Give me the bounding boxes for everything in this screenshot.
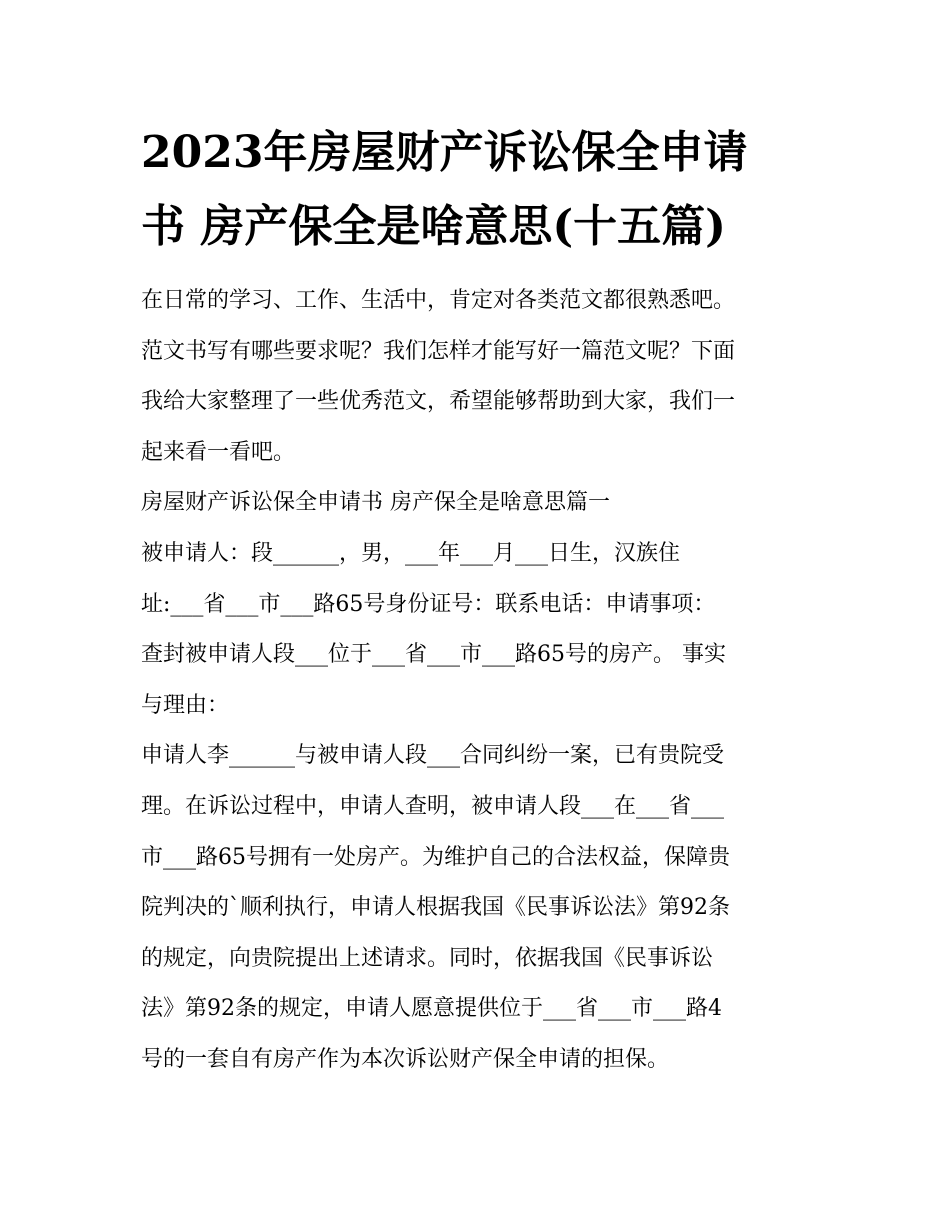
body-line: 法》第92条的规定，申请人愿意提供位于___省___市___路4 <box>141 996 722 1022</box>
body-line: 查封被申请人段___位于___省___市___路65号的房产。 事实 <box>141 642 726 668</box>
body-line: 在日常的学习、工作、生活中，肯定对各类范文都很熟悉吧。 <box>141 288 736 313</box>
body-line: 号的一套自有房产作为本次诉讼财产保全申请的担保。 <box>141 1046 670 1072</box>
title-line: 书 房产保全是啥意思(十五篇) <box>141 201 726 252</box>
document-body <box>141 276 821 1086</box>
body-line: 范文书写有哪些要求呢？我们怎样才能写好一篇范文呢？下面 <box>141 338 736 364</box>
body-line: 市___路65号拥有一处房产。为维护自己的合法权益，保障贵 <box>141 844 730 870</box>
body-line: 与理由： <box>141 692 230 718</box>
body-line: 址:___省___市___路65号身份证号：联系电话：申请事项： <box>141 591 716 617</box>
body-line: 我给大家整理了一些优秀范文，希望能够帮助到大家，我们一 <box>141 389 736 415</box>
section-heading: 房屋财产诉讼保全申请书 房产保全是啥意思篇一 <box>141 490 610 516</box>
title-line: 2023年房屋财产诉讼保全申请 <box>141 127 748 178</box>
body-line: 理。在诉讼过程中，申请人查明，被申请人段___在___省___ <box>141 793 725 819</box>
page-title <box>141 116 821 264</box>
body-line: 被申请人：段______，男，___年___月___日生，汉族住 <box>141 540 681 566</box>
body-line: 的规定，向贵院提出上述请求。同时，依据我国《民事诉讼 <box>141 945 714 971</box>
body-line: 起来看一看吧。 <box>141 439 296 465</box>
body-line: 院判决的`顺利执行，申请人根据我国《民事诉讼法》第92条 <box>141 895 730 921</box>
body-line: 申请人李______与被申请人段___合同纠纷一案，已有贵院受 <box>141 743 725 769</box>
